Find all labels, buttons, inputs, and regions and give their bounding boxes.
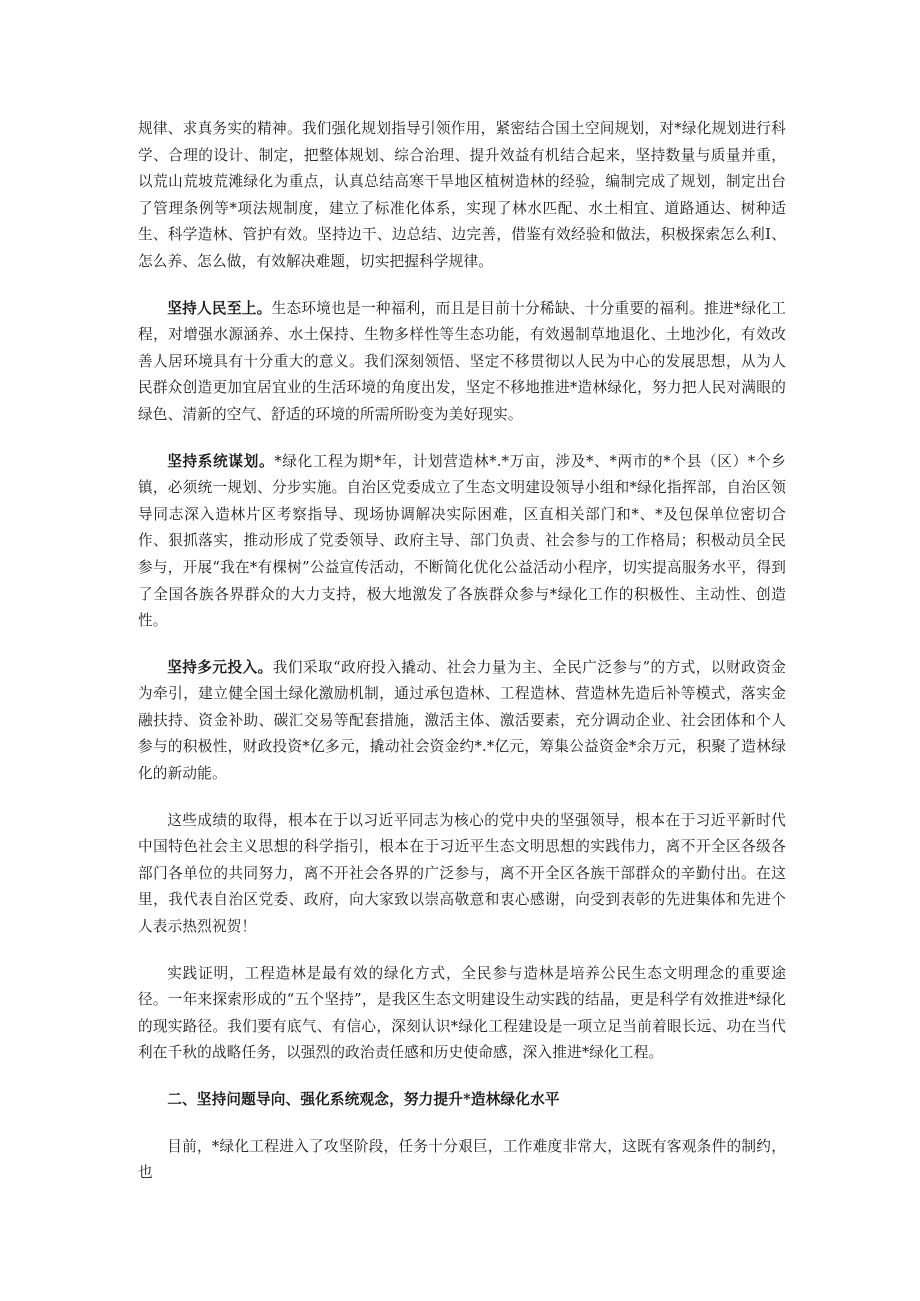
section-heading: 二、坚持问题导向、强化系统观念，努力提升*造林绿化水平	[167, 1091, 560, 1108]
paragraph-4-lead: 坚持多元投入。	[167, 658, 273, 676]
paragraph-3-text: *绿化工程为期*年，计划营造林*.*万亩，涉及*、*两市的*个县（区）*个乡镇，必须统一规划、分步实施。自治区党委成立了生态文明建设领导小组和*绿化指挥部，自治区领导同志深入造林片区考察指导、现场协调解决实际困难，区直相关部门和*、*及包保单位密切合作、狠抓落实，推动形成了党委领导、政府主导、部门负责、社会参与的工作格局；积极动员全民参与，开展“我在*有棵树”公益宣传活动，不断简化优化公益活动小程序，切实提高服务水平，得到了全国各族各界群众的大力支持，极大地激发了各族群众参与*绿化工作的积极性、主动性、创造性。	[138, 452, 786, 630]
paragraph-3-lead: 坚持系统谋划。	[167, 452, 275, 470]
paragraph-5-text: 这些成绩的取得，根本在于以习近平同志为核心的党中央的坚强领导，根本在于习近平新时代中国特色社会主义思想的科学指引，根本在于习近平生态文明思想的实践伟力，离不开全区各级各部门各单位的共同努力，离不开社会各界的广泛参与，离不开全区各族干部群众的辛勤付出。在这里，我代表自治区党委、政府，向大家致以崇高敬意和衷心感谢，向受到表彰的先进集体和先进个人表示热烈祝贺！	[138, 811, 786, 936]
document-page	[138, 116, 786, 1207]
paragraph-6	[138, 961, 786, 1067]
paragraph-1-text: 规律、求真务实的精神。我们强化规划指导引领作用，紧密结合国土空间规划，对*绿化规划进行科学、合理的设计、制定，把整体规划、综合治理、提升效益有机结合起来，坚持数量与质量并重，以荒山荒坡荒滩绿化为重点，认真总结高寒干旱地区植树造林的经验，编制完成了规划，制定出台了管理条例等*项法规制度，建立了标准化体系，实现了林水匹配、水土相宜、道路通达、树种适生、科学造林、管护有效。坚持边干、边总结、边完善，借鉴有效经验和做法，积极探索怎么利I、怎么养、怎么做，有效解决难题，切实把握科学规律。	[138, 120, 786, 270]
paragraph-final-text: 目前，*绿化工程进入了攻坚阶段，任务十分艰巨，工作难度非常大，这既有客观条件的制约，也	[138, 1137, 786, 1182]
paragraph-1	[138, 116, 786, 276]
paragraph-4-text: 我们采取“政府投入撬动、社会力量为主、全民广泛参与”的方式，以财政资金为牵引，建立健全国土绿化激励机制，通过承包造林、工程造林、营造林先造后补等模式，落实金融扶持、资金补助、碳汇交易等配套措施，激活主体、激活要素，充分调动企业、社会团体和个人参与的积极性，财政投资*亿多元，撬动社会资金约*.*亿元，筹集公益资金*余万元，积聚了造林绿化的新动能。	[138, 658, 786, 783]
paragraph-3	[138, 449, 786, 635]
paragraph-2-lead: 坚持人民至上。	[167, 299, 272, 317]
paragraph-5	[138, 808, 786, 941]
paragraph-2-text: 生态环境也是一种福利，而且是目前十分稀缺、十分重要的福利。推进*绿化工程，对增强水源涵养、水土保持、生物多样性等生态功能，有效遏制草地退化、土地沙化，有效改善人居环境具有十分重大的意义。我们深刻领悟、坚定不移贯彻以人民为中心的发展思想，从为人民群众创造更加宜居宜业的生活环境的角度出发，坚定不移地推进*造林绿化，努力把人民对满眼的绿色、清新的空气、舒适的环境的所需所盼变为美好现实。	[138, 299, 786, 423]
paragraph-4	[138, 655, 786, 788]
paragraph-2	[138, 296, 786, 429]
paragraph-6-text: 实践证明，工程造林是最有效的绿化方式，全民参与造林是培养公民生态文明理念的重要途径。一年来探索形成的“五个坚持”，是我区生态文明建设生动实践的结晶，更是科学有效推进*绿化的现实路径。我们要有底气、有信心，深刻认识*绿化工程建设是一项立足当前着眼长远、功在当代利在千秋的战略任务，以强烈的政治责任感和历史使命感，深入推进*绿化工程。	[138, 964, 786, 1062]
paragraph-final	[138, 1134, 786, 1187]
